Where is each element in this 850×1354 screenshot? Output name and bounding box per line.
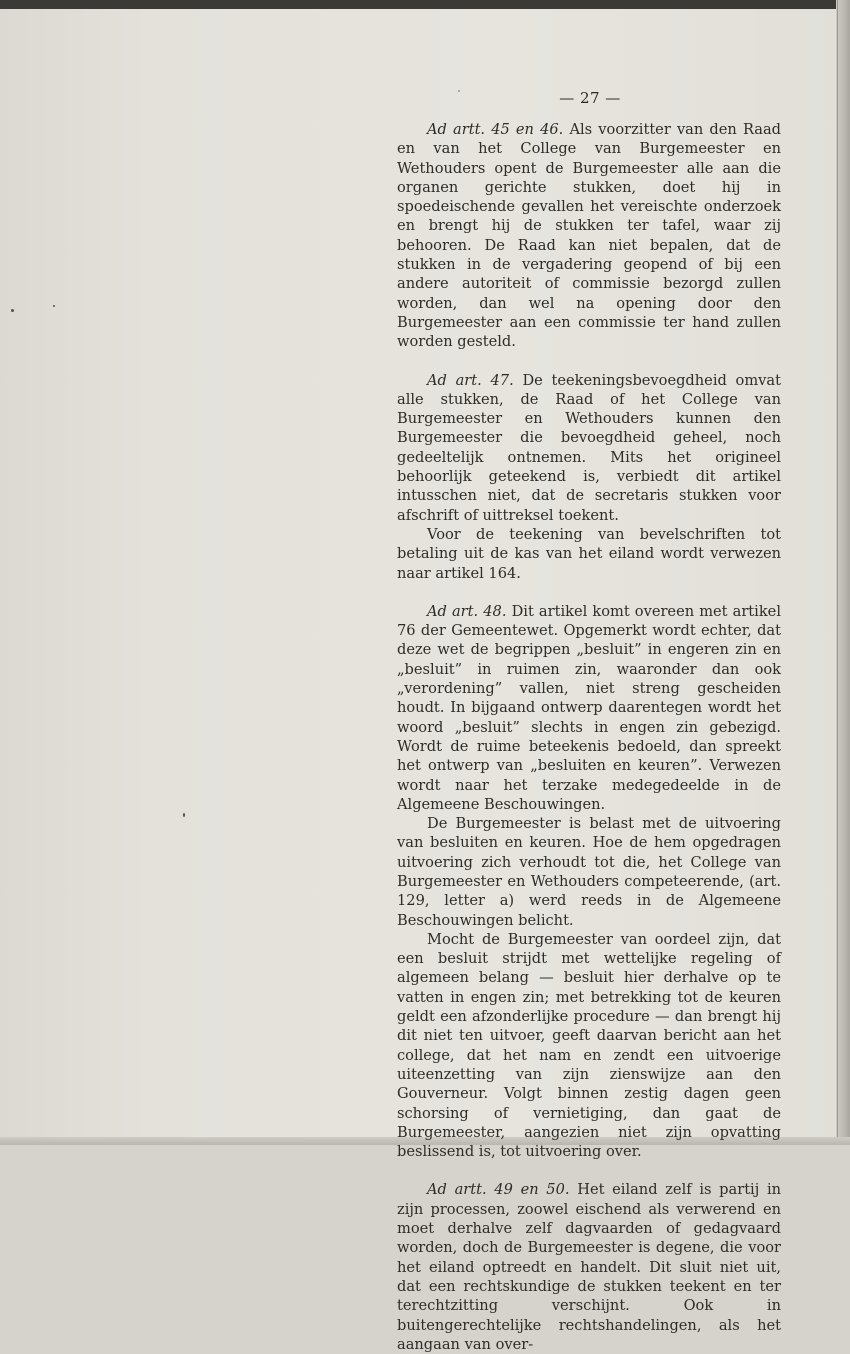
- paragraph: [397, 1180, 781, 1354]
- article-reference: Ad art. 47.: [427, 371, 514, 389]
- paragraph-text: Als voorzitter van den Raad en van het College van Burgemeester en Wethouders opent de Burgemeester alle aan die organen gerichte stukken, doet hij in spoedeischende gevallen het vereischte onderzoek en brengt hij de stukken ter tafel, waar zij behooren. De Raad kan niet bepalen, dat de stukken in de vergadering geopend of bij een andere autoriteit of commissie bezorgd zullen worden, dan wel na opening door den Burgemeester aan een commissie ter hand zullen worden gesteld.: [397, 121, 782, 351]
- paragraph: [397, 120, 781, 352]
- paragraph-text: Mocht de Burgemeester van oordeel zijn, dat een besluit strijdt met wettelijke regeling of algemeen belang — besluit hier derhalve op te vatten in engen zin; met betrekking tot de keuren geldt een afzonderlijke procedure — dan brengt hij dit niet ten uitvoer, geeft daarvan bericht aan het college, dat het nam en zendt een uitvoerige uiteenzetting van zijn zienswijze aan den Gouverneur. Volgt binnen zestig dagen geen schorsing of vernietiging, dan gaat de Burgemeester, aangezien niet zijn opvatting beslissend is, tot uitvoering over.: [397, 930, 781, 1161]
- scan-top-edge: [0, 0, 850, 9]
- paragraph-text: De Burgemeester is belast met de uitvoering van besluiten en keuren. Hoe de hem opgedragen uitvoering zich verhoudt tot die, het College van Burgemeester en Wethouders competeerende, (art. 129, letter a) werd reeds in de Algemeene Beschouwingen belicht.: [397, 815, 781, 929]
- paper-speck: [11, 309, 14, 312]
- article-reference: Ad artt. 49 en 50.: [427, 1181, 570, 1199]
- scan-right-edge: [836, 0, 850, 1145]
- paragraph: [397, 602, 781, 814]
- body-text: [397, 120, 781, 1354]
- paper-speck: [53, 305, 55, 307]
- paragraph: [397, 525, 781, 583]
- paper-speck: [183, 813, 185, 817]
- paragraph: [397, 814, 781, 930]
- article-reference: Ad art. 48.: [427, 602, 507, 620]
- paragraph: [397, 371, 781, 525]
- paragraph-text: Het eiland zelf is partij in zijn processen, zoowel eischend als verwerend en moet derhalve zelf dagvaarden of gedagvaard worden, doch de Burgemeester is degene, die voor het eiland optreedt en handelt. Dit sluit niet uit, dat een rechtskundige de stukken teekent en ter terechtzitting verschijnt. Ook in buitengerechtelijke rechtshandelingen, als het aangaan van over-: [397, 1181, 782, 1353]
- paragraph-text: Dit artikel komt overeen met artikel 76 der Gemeentewet. Opgemerkt wordt echter, dat deze wet de begrippen „besluit” in engeren zin en „besluit” in ruimen zin, waaronder dan ook „verordening” vallen, niet streng gescheiden houdt. In bijgaand ontwerp daarentegen wordt het woord „besluit” slechts in engen zin gebezigd. Wordt de ruime beteekenis bedoeld, dan spreekt het ontwerp van „besluiten en keuren”. Verwezen wordt naar het terzake medegedeelde in de Algemeene Beschouwingen.: [397, 602, 781, 813]
- paragraph: [397, 930, 781, 1162]
- paragraph-text: Voor de teekening van bevelschriften tot betaling uit de kas van het eiland wordt verwezen naar artikel 164.: [397, 525, 781, 582]
- page-number: — 27 —: [559, 89, 621, 107]
- paragraph-text: De teekeningsbevoegdheid omvat alle stukken, de Raad of het College van Burgemeester en Wethouders kunnen den Burgemeester die bevoegdheid geheel, noch gedeeltelijk ontnemen. Mits het origineel behoorlijk geteekend is, verbiedt dit artikel intusschen niet, dat de secretaris stukken voor afschrift of uittreksel toekent.: [397, 371, 781, 524]
- paper-speck: [458, 90, 460, 92]
- scan-right-edge-line: [837, 0, 838, 1145]
- article-reference: Ad artt. 45 en 46.: [427, 121, 564, 138]
